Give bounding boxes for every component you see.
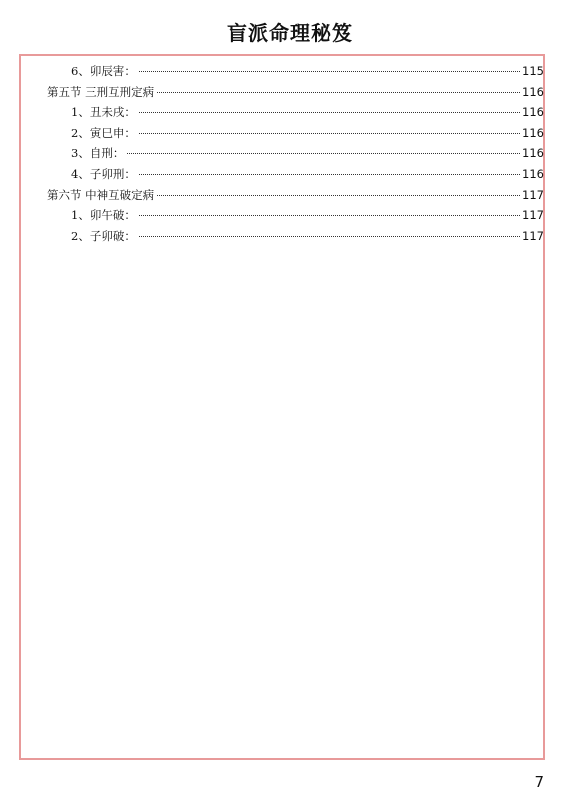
- toc-leader-dots: [157, 92, 520, 93]
- toc-entry-6-maochen-hai[interactable]: [47, 61, 544, 82]
- document-title: 盲派命理秘笈: [227, 21, 353, 45]
- toc-entry-label: 4、子卯刑：: [71, 166, 136, 181]
- toc-entry-page: 117: [522, 187, 544, 202]
- toc-leader-dots: [139, 236, 520, 237]
- toc-entry-label: 第五节 三刑互刑定病: [47, 84, 155, 99]
- toc-entry-2-yinsishen[interactable]: [47, 123, 544, 144]
- toc-entry-label: 6、卯辰害：: [71, 64, 136, 78]
- page-number: 7: [534, 773, 544, 791]
- toc-leader-dots: [139, 174, 520, 175]
- toc-entry-4-zimaoxing[interactable]: [47, 164, 544, 185]
- toc-entry-page: 116: [522, 105, 544, 120]
- toc-entry-2-zimaopo[interactable]: [47, 226, 544, 247]
- toc-leader-dots: [157, 195, 520, 196]
- toc-entry-page: 116: [522, 125, 544, 140]
- toc-entry-page: 115: [522, 64, 544, 78]
- toc-entry-1-chouweixu[interactable]: [47, 102, 544, 123]
- toc-leader-dots: [127, 153, 520, 154]
- toc-entry-page: 116: [522, 84, 544, 99]
- toc-entry-page: 117: [522, 208, 544, 223]
- toc-leader-dots: [139, 215, 520, 216]
- toc-entry-1-maowupo[interactable]: [47, 205, 544, 226]
- toc-entry-label: 3、自刑：: [71, 146, 125, 161]
- toc-entry-label: 第六节 中神互破定病: [47, 187, 155, 202]
- table-of-contents: [47, 61, 544, 246]
- toc-entry-section-6[interactable]: [47, 185, 544, 206]
- toc-leader-dots: [139, 133, 520, 134]
- toc-leader-dots: [139, 112, 520, 113]
- toc-leader-dots: [139, 71, 520, 72]
- toc-entry-section-5[interactable]: [47, 82, 544, 103]
- toc-entry-page: 116: [522, 166, 544, 181]
- toc-entry-label: 1、卯午破：: [71, 208, 136, 223]
- toc-entry-page: 117: [522, 228, 544, 243]
- toc-entry-label: 1、丑未戌：: [71, 105, 136, 120]
- toc-entry-label: 2、子卯破：: [71, 228, 136, 243]
- toc-entry-label: 2、寅巳申：: [71, 125, 136, 140]
- toc-entry-3-zixing[interactable]: [47, 143, 544, 164]
- toc-entry-page: 116: [522, 146, 544, 161]
